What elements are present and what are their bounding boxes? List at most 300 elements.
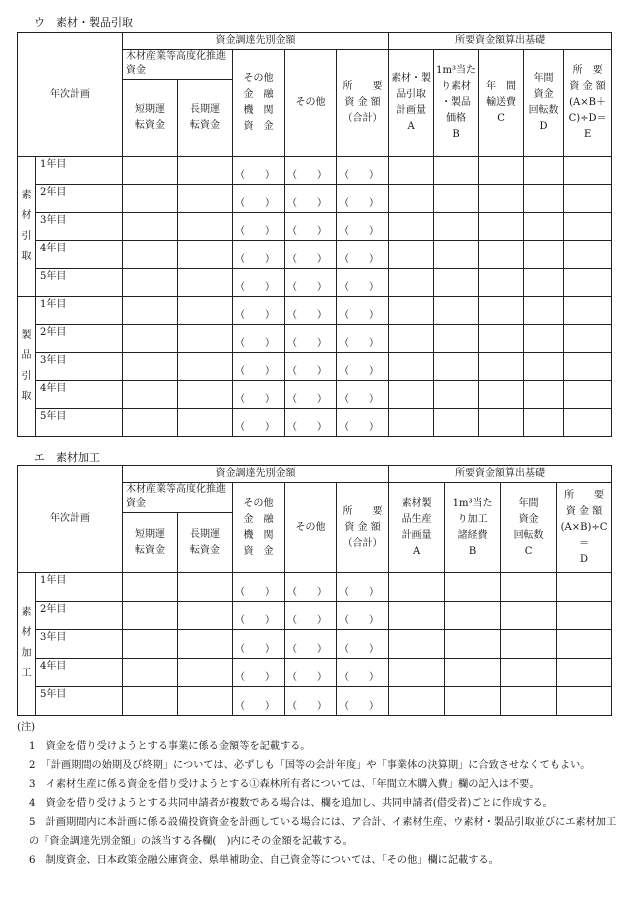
header-line: 諸経費 [457,529,488,541]
header-line: C [497,113,505,124]
group-label-char: 品 [21,350,32,361]
capex-parentheses: （ ） [235,643,275,655]
amount-cell-with-capex[interactable] [285,325,337,353]
basis-cell[interactable] [434,157,479,185]
amount-cell[interactable] [178,269,233,297]
header-other-fin [233,483,285,573]
header-line: D [580,553,589,565]
table-row [18,185,612,213]
amount-cell-with-capex[interactable] [337,269,389,297]
basis-cell[interactable] [389,573,445,602]
amount-cell-with-capex[interactable] [233,185,285,213]
amount-cell-with-capex[interactable] [233,297,285,325]
amount-cell-with-capex[interactable] [337,630,389,659]
amount-cell[interactable] [178,601,233,630]
basis-cell[interactable] [564,213,612,241]
section-title-u: ウ 素材・製品引取 [34,16,133,29]
year-label: 3年目 [36,630,123,659]
basis-cell[interactable] [445,601,501,630]
amount-cell[interactable] [178,687,233,716]
header-required-total [337,483,389,573]
header-line: 短期運 [135,104,165,115]
amount-cell-with-capex[interactable] [285,658,337,687]
capex-parentheses: （ ） [287,170,327,181]
basis-cell[interactable] [564,297,612,325]
header-line: A [412,545,421,557]
basis-cell[interactable] [557,658,612,687]
header-line: 所 要 [342,505,383,517]
header-line: 所 要 [564,489,605,501]
year-label: 3年目 [36,213,123,241]
note-item: 2 「計画期間の始期及び終期」については、必ずしも「国等の会計年度」や「事業体の決算期」に合致させなくてもよい。 [29,760,591,771]
amount-cell[interactable] [123,269,178,297]
capex-parentheses: （ ） [287,643,327,655]
header-basis-a [389,483,445,573]
basis-cell[interactable] [501,601,557,630]
capex-parentheses: （ ） [287,282,327,293]
table-row [18,573,612,602]
table-row [18,601,612,630]
capex-parentheses: （ ） [287,700,327,712]
header-basis-e [564,50,612,157]
capex-parentheses: （ ） [287,310,327,321]
basis-cell[interactable] [524,381,564,409]
amount-cell[interactable] [123,687,178,716]
header-line: D [539,121,548,132]
basis-cell[interactable] [434,241,479,269]
basis-cell[interactable] [564,325,612,353]
basis-cell[interactable] [501,573,557,602]
basis-cell[interactable] [389,630,445,659]
header-line: 機 関 [243,105,274,116]
capex-parentheses: （ ） [339,254,379,265]
header-line: 1m³当た [452,497,493,509]
group-label-char: 製 [21,329,32,341]
capex-parentheses: （ ） [287,366,327,377]
amount-cell-with-capex[interactable] [337,185,389,213]
capex-parentheses: （ ） [235,700,275,712]
group-label [18,573,36,716]
basis-cell[interactable] [501,630,557,659]
header-basis-c [479,50,524,157]
capex-parentheses: （ ） [235,282,275,293]
basis-cell[interactable] [434,269,479,297]
table-row [18,658,612,687]
amount-cell[interactable] [123,213,178,241]
group-label [18,297,36,437]
amount-cell-with-capex[interactable] [233,213,285,241]
basis-cell[interactable] [389,269,434,297]
capex-parentheses: （ ） [339,394,379,405]
amount-cell-with-capex[interactable] [285,573,337,602]
group-label-char: 加 [21,647,32,659]
basis-cell[interactable] [524,213,564,241]
basis-cell[interactable] [389,658,445,687]
amount-cell[interactable] [123,185,178,213]
capex-parentheses: （ ） [339,586,379,598]
amount-cell[interactable] [123,658,178,687]
amount-cell[interactable] [178,241,233,269]
capex-parentheses: （ ） [235,170,275,181]
header-basis-d [557,483,612,573]
amount-cell[interactable] [178,325,233,353]
basis-cell[interactable] [524,241,564,269]
amount-cell[interactable] [123,241,178,269]
basis-cell[interactable] [389,241,434,269]
amount-cell-with-capex[interactable] [337,325,389,353]
capex-parentheses: （ ） [235,615,275,626]
header-line: その他 [243,73,274,84]
header-line: 回転数 [513,529,544,541]
amount-cell-with-capex[interactable] [337,573,389,602]
amount-cell[interactable] [178,185,233,213]
year-label: 4年目 [36,241,123,269]
year-label: 4年目 [36,381,123,409]
basis-cell[interactable] [524,297,564,325]
year-label: 5年目 [36,687,123,716]
capex-parentheses: （ ） [339,198,379,209]
table-row [18,241,612,269]
header-basis-c [501,483,557,573]
basis-cell[interactable] [434,297,479,325]
header-line: 長期運 [190,528,220,540]
group-label-char: 取 [21,251,32,262]
amount-cell[interactable] [178,353,233,381]
amount-cell[interactable] [178,381,233,409]
group-label-char: 取 [21,391,32,402]
header-line: 金 融 [243,89,274,100]
amount-cell[interactable] [123,381,178,409]
capex-parentheses: （ ） [339,366,379,377]
amount-cell-with-capex[interactable] [337,241,389,269]
year-label: 1年目 [36,157,123,185]
amount-cell-with-capex[interactable] [233,353,285,381]
header-line: 資 金 [243,121,274,132]
amount-cell[interactable] [178,297,233,325]
amount-cell-with-capex[interactable] [285,269,337,297]
header-basis-b [445,483,501,573]
amount-cell-with-capex[interactable] [285,185,337,213]
basis-cell[interactable] [445,658,501,687]
basis-cell[interactable] [389,353,434,381]
header-line: 計画量 [396,105,427,116]
header-line: ・製品 [441,97,472,108]
basis-cell[interactable] [524,157,564,185]
amount-cell[interactable] [123,409,178,437]
header-line: A [407,121,415,132]
header-line: B [468,545,477,557]
amount-cell-with-capex[interactable] [285,241,337,269]
amount-cell[interactable] [178,213,233,241]
header-other-fin [233,50,285,157]
basis-cell[interactable] [564,381,612,409]
group-label-char: 素 [21,606,32,618]
amount-cell-with-capex[interactable] [233,687,285,716]
basis-cell[interactable] [564,269,612,297]
table-row [18,297,612,325]
header-line: 価格 [446,113,467,124]
group-label-char: 材 [21,210,32,221]
basis-cell[interactable] [564,353,612,381]
basis-cell[interactable] [434,325,479,353]
basis-cell[interactable] [557,601,612,630]
basis-cell[interactable] [479,297,524,325]
notes [17,718,617,870]
group-label [18,157,36,297]
header-line: (A×B)÷C＝ [560,521,608,549]
header-long-term [178,513,233,573]
header-line: 機 関 [243,529,274,541]
amount-cell[interactable] [178,157,233,185]
basis-cell[interactable] [434,213,479,241]
amount-cell-with-capex[interactable] [337,658,389,687]
amount-cell-with-capex[interactable] [233,325,285,353]
header-wood-fund: 木材産業等高度化推進資金 [123,483,233,513]
note-item: 6 制度資金、日本政策金融公庫資金、県単補助金、自己資金等については、「その他」欄に記載する。 [29,855,499,866]
capex-parentheses: （ ） [339,170,379,181]
amount-cell[interactable] [123,630,178,659]
header-wood-fund: 木材産業等高度化推進資金 [123,50,233,80]
year-label: 2年目 [36,601,123,630]
amount-cell-with-capex[interactable] [285,213,337,241]
amount-cell-with-capex[interactable] [285,630,337,659]
header-line: 品生産 [401,513,432,525]
amount-cell[interactable] [123,601,178,630]
header-basis-d [524,50,564,157]
capex-parentheses: （ ） [235,672,275,683]
section-title-e: エ 素材加工 [34,451,100,464]
amount-cell[interactable] [123,353,178,381]
header-line: 資金 [533,89,554,100]
header-line: E [583,129,592,140]
header-line: 金 融 [243,513,274,525]
header-line: 1m³当た [436,65,476,76]
amount-cell-with-capex[interactable] [233,381,285,409]
header-line: 計画量 [401,529,432,541]
capex-parentheses: （ ） [235,226,275,237]
group-label-char: 引 [21,230,32,242]
basis-cell[interactable] [564,241,612,269]
basis-cell[interactable] [389,185,434,213]
table-sozai-seihin-hikitori [17,32,612,437]
header-line: 資 金 [243,545,274,557]
amount-cell-with-capex[interactable] [337,687,389,716]
capex-parentheses: （ ） [287,615,327,626]
header-line: B [452,129,460,140]
header-line: 輸送費 [486,97,517,108]
amount-cell-with-capex[interactable] [337,157,389,185]
amount-cell-with-capex[interactable] [285,157,337,185]
amount-cell-with-capex[interactable] [233,573,285,602]
basis-cell[interactable] [501,658,557,687]
basis-cell[interactable] [557,573,612,602]
basis-cell[interactable] [501,687,557,716]
basis-cell[interactable] [434,409,479,437]
amount-cell-with-capex[interactable] [233,241,285,269]
table-row [18,269,612,297]
basis-cell[interactable] [389,409,434,437]
header-basis-b [434,50,479,157]
capex-parentheses: （ ） [339,226,379,237]
basis-cell[interactable] [389,297,434,325]
basis-cell[interactable] [445,573,501,602]
amount-cell-with-capex[interactable] [285,601,337,630]
header-line: 転資金 [190,544,220,556]
basis-cell[interactable] [479,241,524,269]
amount-cell[interactable] [178,573,233,602]
capex-parentheses: （ ） [339,422,379,433]
amount-cell[interactable] [178,658,233,687]
amount-cell[interactable] [123,573,178,602]
amount-cell-with-capex[interactable] [233,269,285,297]
year-label: 2年目 [36,185,123,213]
amount-cell-with-capex[interactable] [233,409,285,437]
header-basis: 所要資金額算出基礎 [389,466,612,483]
basis-cell[interactable] [479,409,524,437]
capex-parentheses: （ ） [287,254,327,265]
year-label: 3年目 [36,353,123,381]
header-line: (A×B＋ [569,97,607,108]
header-line: 回転数 [528,105,559,116]
header-year-plan: 年次計画 [18,466,123,573]
basis-cell[interactable] [524,269,564,297]
basis-cell[interactable] [389,601,445,630]
basis-cell[interactable] [445,630,501,659]
group-label-char: 材 [21,627,32,639]
note-item: 5 計画期間内に本計画に係る設備投資資金を計画している場合には、ア合計、イ素材生産、ウ素材・製品引取並びにエ素材加工の「資金調達先別金額」の該当する各欄( )内にその金額を記載する。 [29,817,617,847]
basis-cell[interactable] [389,213,434,241]
header-line: 資 金 額 [565,505,603,517]
year-label: 4年目 [36,658,123,687]
basis-cell[interactable] [389,157,434,185]
table-row [18,353,612,381]
amount-cell[interactable] [178,409,233,437]
header-line: 所 要 [572,65,603,76]
year-label: 1年目 [36,573,123,602]
basis-cell[interactable] [524,409,564,437]
capex-parentheses: （ ） [235,586,275,598]
capex-parentheses: （ ） [287,422,327,433]
capex-parentheses: （ ） [235,366,275,377]
basis-cell[interactable] [389,381,434,409]
year-label: 5年目 [36,269,123,297]
basis-cell[interactable] [434,381,479,409]
header-other: その他 [285,50,337,157]
header-line: 転資金 [135,544,165,556]
amount-cell-with-capex[interactable] [233,157,285,185]
amount-cell-with-capex[interactable] [285,687,337,716]
header-long-term [178,80,233,157]
note-item: 4 資金を借り受けようとする共同申請者が複数である場合は、欄を追加し、共同申請者(借受者)ごとに作成する。 [29,798,553,809]
basis-cell[interactable] [445,687,501,716]
amount-cell[interactable] [178,630,233,659]
capex-parentheses: （ ） [235,338,275,349]
note-item: 3 イ素材生産に係る資金を借り受けようとする①森林所有者については、「年間立木購入費」欄の記入は不要。 [29,779,540,790]
amount-cell-with-capex[interactable] [285,353,337,381]
basis-cell[interactable] [479,381,524,409]
capex-parentheses: （ ） [339,700,379,712]
basis-cell[interactable] [389,687,445,716]
capex-parentheses: （ ） [339,643,379,655]
year-label: 2年目 [36,325,123,353]
basis-cell[interactable] [564,409,612,437]
year-label: 1年目 [36,297,123,325]
amount-cell[interactable] [123,325,178,353]
basis-cell[interactable] [389,325,434,353]
header-line: 年間 [518,497,539,509]
amount-cell-with-capex[interactable] [337,297,389,325]
amount-cell-with-capex[interactable] [285,297,337,325]
capex-parentheses: （ ） [235,254,275,265]
amount-cell-with-capex[interactable] [337,381,389,409]
amount-cell-with-capex[interactable] [337,601,389,630]
amount-cell[interactable] [123,297,178,325]
basis-cell[interactable] [479,157,524,185]
basis-cell[interactable] [434,353,479,381]
amount-cell-with-capex[interactable] [285,409,337,437]
amount-cell-with-capex[interactable] [285,381,337,409]
amount-cell-with-capex[interactable] [337,409,389,437]
header-line: C [524,545,533,557]
header-required-total [337,50,389,157]
header-other: その他 [285,483,337,573]
amount-cell-with-capex[interactable] [233,601,285,630]
capex-parentheses: （ ） [287,226,327,237]
table-row [18,325,612,353]
table-row [18,409,612,437]
basis-cell[interactable] [524,325,564,353]
basis-cell[interactable] [479,213,524,241]
header-basis-a [389,50,434,157]
capex-parentheses: （ ） [339,282,379,293]
basis-cell[interactable] [524,353,564,381]
header-line: 素材製 [401,497,432,509]
header-line: 資 金 額 [344,97,381,108]
table-row [18,630,612,659]
header-line: り素材 [441,81,472,92]
basis-cell[interactable] [479,325,524,353]
header-line: 品引取 [396,89,427,100]
header-line: 長期運 [190,104,220,115]
header-line: 所 要 [342,81,383,92]
amount-cell-with-capex[interactable] [233,658,285,687]
basis-cell[interactable] [434,185,479,213]
amount-cell[interactable] [123,157,178,185]
header-line: 素材・製 [391,73,432,84]
amount-cell-with-capex[interactable] [337,353,389,381]
amount-cell-with-capex[interactable] [233,630,285,659]
table-sozai-kakou [17,465,612,716]
capex-parentheses: （ ） [287,586,327,598]
header-line: （合計） [342,537,383,549]
group-label-char: 工 [21,668,32,680]
basis-cell[interactable] [557,687,612,716]
table-row [18,381,612,409]
table-row [18,213,612,241]
basis-cell[interactable] [557,630,612,659]
basis-cell[interactable] [524,185,564,213]
basis-cell[interactable] [564,157,612,185]
capex-parentheses: （ ） [339,338,379,349]
basis-cell[interactable] [479,353,524,381]
basis-cell[interactable] [479,269,524,297]
capex-parentheses: （ ） [235,198,275,209]
basis-cell[interactable] [564,185,612,213]
basis-cell[interactable] [479,185,524,213]
header-line: り加工 [457,513,488,525]
amount-cell-with-capex[interactable] [337,213,389,241]
header-line: 転資金 [135,120,165,131]
